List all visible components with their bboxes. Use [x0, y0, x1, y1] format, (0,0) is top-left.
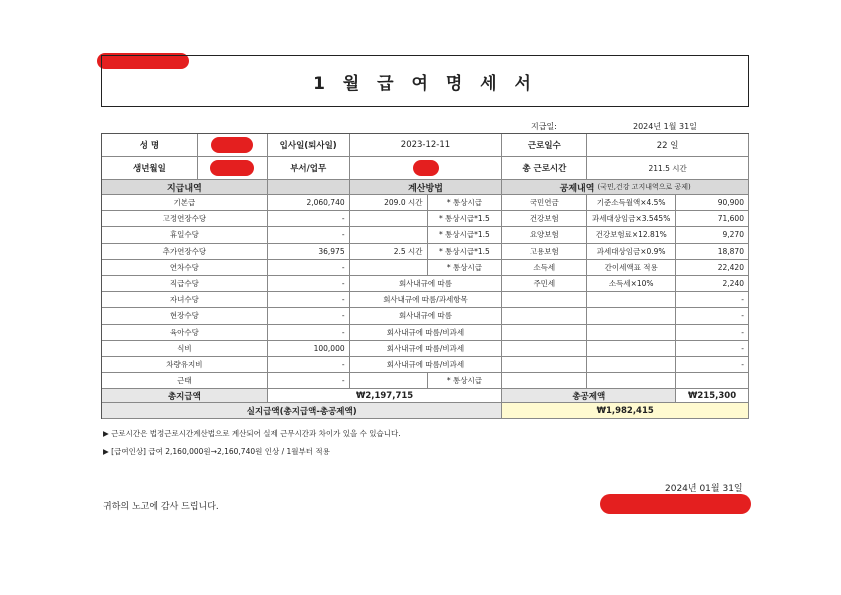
deduction-item-label	[502, 341, 587, 357]
pay-item-amount: -	[268, 211, 350, 227]
pay-item-method: 회사내규에 따름/비과세	[350, 341, 503, 357]
pay-item-formula: * 통상시급*1.5	[428, 244, 503, 260]
redaction-mark	[211, 137, 253, 153]
table-row	[102, 211, 749, 227]
name-label: 성 명	[102, 134, 198, 157]
page-title: 1 월 급 여 명 세 서	[101, 55, 749, 107]
pay-date-value: 2024년 1월 31일	[633, 122, 697, 131]
deduction-item-method	[587, 373, 676, 389]
redaction-mark	[210, 160, 254, 176]
deduction-item-label: 국민연금	[502, 195, 587, 211]
pay-item-amount: -	[268, 227, 350, 243]
redaction-mark	[413, 160, 439, 176]
deduction-item-amount: 71,600	[676, 211, 749, 227]
birth-value	[198, 157, 268, 180]
join-date-value: 2023-12-11	[350, 134, 503, 157]
redaction-mark	[600, 494, 751, 514]
line-items	[102, 195, 749, 389]
footer-date: 2024년 01월 31일	[665, 484, 743, 494]
pay-item-hours: 209.0 시간	[350, 195, 428, 211]
deduction-item-amount: 2,240	[676, 276, 749, 292]
pay-item-formula: * 통상시급*1.5	[428, 227, 503, 243]
table-row	[102, 276, 749, 292]
pay-item-formula: * 통상시급	[428, 373, 503, 389]
department-value	[350, 157, 503, 180]
pay-item-method: 회사내규에 따름	[350, 308, 503, 324]
table-row	[102, 325, 749, 341]
total-hours-value: 211.5 시간	[587, 157, 749, 180]
deduction-item-method	[587, 325, 676, 341]
pay-item-method: 회사내규에 따름/과세항목	[350, 292, 503, 308]
table-row	[102, 373, 749, 389]
pay-item-method: 회사내규에 따름	[350, 276, 503, 292]
workdays-label: 근로일수	[502, 134, 587, 157]
total-deduction-label: 총공제액	[502, 389, 676, 403]
pay-item-method: 회사내규에 따름/비과세	[350, 357, 503, 373]
deduction-item-amount: -	[676, 292, 749, 308]
deduction-item-label	[502, 292, 587, 308]
deduction-item-amount: 9,270	[676, 227, 749, 243]
table-row	[102, 195, 749, 211]
table-row	[102, 308, 749, 324]
name-value	[198, 134, 268, 157]
workdays-value: 22 일	[587, 134, 749, 157]
deduction-item-method: 기준소득월액×4.5%	[587, 195, 676, 211]
pay-item-label: 식비	[102, 341, 268, 357]
deduction-item-method: 과세대상임금×3.545%	[587, 211, 676, 227]
method-section-header: 계산방법	[350, 180, 503, 195]
pay-item-label: 현장수당	[102, 308, 268, 324]
deduction-item-method: 소득세×10%	[587, 276, 676, 292]
pay-item-amount: 100,000	[268, 341, 350, 357]
table-row	[102, 244, 749, 260]
pay-item-amount: 2,060,740	[268, 195, 350, 211]
pay-item-amount: -	[268, 325, 350, 341]
pay-item-label: 직급수당	[102, 276, 268, 292]
pay-item-hours: 2.5 시간	[350, 244, 428, 260]
pay-item-formula: * 통상시급*1.5	[428, 211, 503, 227]
pay-item-formula: * 통상시급	[428, 195, 503, 211]
deduction-item-label	[502, 308, 587, 324]
deduction-item-amount: -	[676, 357, 749, 373]
table-row	[102, 260, 749, 276]
deduction-item-amount: -	[676, 325, 749, 341]
pay-item-label: 고정연장수당	[102, 211, 268, 227]
total-deduction-value: ₩215,300	[676, 389, 749, 403]
note-line: ▶ 근로시간은 법정근로시간계산법으로 계산되어 실제 근무시간과 차이가 있을 수 있습니다.	[103, 429, 401, 438]
pay-item-hours	[350, 260, 428, 276]
table-row	[102, 292, 749, 308]
deduction-item-method: 간이세액표 적용	[587, 260, 676, 276]
pay-item-hours	[350, 227, 428, 243]
pay-item-amount: -	[268, 357, 350, 373]
thanks-message: 귀하의 노고에 감사 드립니다.	[103, 502, 219, 512]
net-pay-label: 실지급액(총지급액-총공제액)	[102, 403, 502, 419]
deduction-header-title: 공제내역	[559, 183, 595, 194]
pay-item-amount: -	[268, 373, 350, 389]
deduction-item-amount: -	[676, 308, 749, 324]
gross-label: 총지급액	[102, 389, 268, 403]
gross-value: ₩2,197,715	[268, 389, 503, 403]
deduction-section-header	[502, 180, 749, 195]
deduction-item-method	[587, 357, 676, 373]
deduction-item-label: 소득세	[502, 260, 587, 276]
pay-item-amount: -	[268, 276, 350, 292]
pay-item-method: 회사내규에 따름/비과세	[350, 325, 503, 341]
deduction-item-label	[502, 373, 587, 389]
deduction-item-amount: 90,900	[676, 195, 749, 211]
deduction-item-method	[587, 308, 676, 324]
birth-label: 생년월일	[102, 157, 198, 180]
pay-item-hours	[350, 373, 428, 389]
department-label: 부서/업무	[268, 157, 350, 180]
pay-item-label: 차량유지비	[102, 357, 268, 373]
deduction-item-amount: -	[676, 341, 749, 357]
pay-item-amount: 36,975	[268, 244, 350, 260]
pay-item-amount: -	[268, 292, 350, 308]
pay-item-label: 추가연장수당	[102, 244, 268, 260]
table-row	[102, 227, 749, 243]
deduction-item-method	[587, 341, 676, 357]
join-date-label: 입사일(퇴사일)	[268, 134, 350, 157]
pay-item-hours	[350, 211, 428, 227]
header-spacer	[268, 180, 350, 195]
pay-item-amount: -	[268, 308, 350, 324]
pay-section-header: 지급내역	[102, 180, 268, 195]
deduction-item-method	[587, 292, 676, 308]
pay-item-formula: * 통상시급	[428, 260, 503, 276]
deduction-item-amount: 22,420	[676, 260, 749, 276]
deduction-item-label: 주민세	[502, 276, 587, 292]
pay-item-label: 연차수당	[102, 260, 268, 276]
deduction-item-label: 건강보험	[502, 211, 587, 227]
deduction-header-note: (국민,건강 고지내역으로 공제)	[597, 183, 691, 191]
total-hours-label: 총 근로시간	[502, 157, 587, 180]
deduction-item-method: 건강보험료×12.81%	[587, 227, 676, 243]
note-line: ▶ [급여인상] 급여 2,160,000원→2,160,740원 인상 / 1월부터 적용	[103, 447, 330, 456]
deduction-item-method: 과세대상임금×0.9%	[587, 244, 676, 260]
payslip-table	[101, 133, 749, 419]
deduction-item-amount: 18,870	[676, 244, 749, 260]
deduction-item-amount	[676, 373, 749, 389]
pay-item-label: 휴일수당	[102, 227, 268, 243]
deduction-item-label: 요양보험	[502, 227, 587, 243]
pay-item-label: 근태	[102, 373, 268, 389]
table-row	[102, 357, 749, 373]
deduction-item-label: 고용보험	[502, 244, 587, 260]
pay-item-label: 기본급	[102, 195, 268, 211]
pay-item-amount: -	[268, 260, 350, 276]
table-row	[102, 341, 749, 357]
pay-item-label: 자녀수당	[102, 292, 268, 308]
deduction-item-label	[502, 325, 587, 341]
deduction-item-label	[502, 357, 587, 373]
pay-item-label: 육아수당	[102, 325, 268, 341]
pay-date-label: 지급일:	[531, 122, 557, 131]
net-pay-value: ₩1,982,415	[502, 403, 749, 419]
